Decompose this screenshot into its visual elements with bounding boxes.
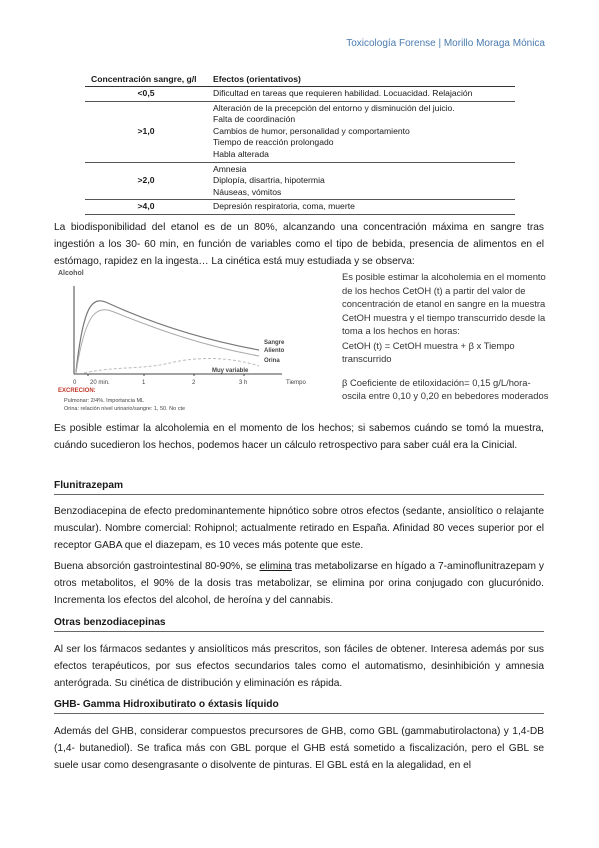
paragraph-flunitrazepam: Benzodiacepina de efecto predominantemente hipnótico sobre otros efectos (sedante, ansiolítico o relajante muscular). Nombre comercial: Rohipnol; actualmente retirado en España. Afinidad 80 veces superior por el receptor GABA que el diazepam, es 10 veces más potente que este. (54, 506, 544, 551)
legend-breath: Aliento (264, 348, 285, 354)
effects-cell (207, 200, 515, 215)
effects-cell (207, 87, 515, 102)
paragraph-retrospective: Es posible estimar la alcoholemia en el momento de los hechos; si sabemos cuándo se tomó la muestra, cuándo sucedieron los hechos, podemos hacer un cálculo retrospectivo para saber cuál era la Cinicial. (54, 423, 544, 451)
effect-line: Diplopía, disartria, hipotermia (213, 175, 325, 186)
x-tick-label: 1 (142, 380, 146, 386)
table-row (85, 200, 515, 215)
pulmonary-note: Pulmonar: 2/4%. Importancia ML (64, 398, 145, 404)
x-tick-label: 0 (73, 380, 77, 386)
concentration-level: >4,0 (85, 200, 207, 215)
estimation-formula: CetOH (t) = CetOH muestra + β x Tiempo transcurrido (342, 339, 515, 364)
effect-line: Cambios de humor, personalidad y comportamiento (213, 125, 410, 136)
breath-curve (76, 310, 259, 373)
legend-blood: Sangre (264, 340, 285, 346)
x-tick-label: 3 h (239, 380, 248, 386)
underlined-elimina: elimina (259, 561, 292, 572)
estimation-sidebar (342, 270, 554, 403)
paragraph-ghb: Además del GHB, considerar compuestos precursores de GHB, como GBL (gammabutirolactona) y 1,4-DB (1,4- butanediol). Se trafica más con GBL porque el GHB está sometido a fiscalización, pero el GBL se suele usar como desengrasante o disolvente de pinturas. El GBL está en la alegalidad, en el (54, 726, 544, 771)
effects-cell (207, 101, 515, 162)
concentration-level: <0,5 (85, 87, 207, 102)
x-tick-label: 20 min. (90, 380, 110, 386)
effect-line: Amnesia (213, 163, 247, 174)
x-axis-label: Tiempo (286, 380, 306, 386)
table-row (85, 101, 515, 162)
page-header: Toxicología Forense | Morillo Moraga Mónica (346, 38, 545, 49)
table-row (85, 162, 515, 200)
paragraph-benzodiacepinas: Al ser los fármacos sedantes y ansiolíticos más prescritos, son fáciles de obtener. Interesa además por sus efectos terapéuticos, por sus efectos secundarios tales como el automatismo, desinhibición y amnesia anterógrada. Su cinética de distribución y eliminación es rápida. (54, 644, 544, 689)
urine-note: Orina: relación nivel urinario/sangre: 1, 50. No cte (64, 406, 186, 412)
kinetics-curves (54, 278, 334, 393)
column-header-concentration: Concentración sangre, g/l (85, 72, 207, 87)
blood-curve (76, 301, 259, 372)
table-row (85, 87, 515, 102)
beta-coefficient: β Coeficiente de etiloxidación= 0,15 g/L/hora- oscila entre 0,10 y 0,20 en bebedores moderados (342, 376, 549, 401)
paragraph-absorption (54, 558, 544, 609)
effect-line: Habla alterada (213, 148, 269, 159)
table-header-row (85, 72, 515, 87)
effect-line: Alteración de la precepción del entorno y disminución del juicio. (213, 102, 455, 113)
effect-line: Depresión respiratoria, coma, muerte (213, 201, 355, 212)
section-title-flunitrazepam: Flunitrazepam (54, 480, 544, 495)
effect-line: Náuseas, vómitos (213, 186, 282, 197)
section-title-ghb: GHB- Gamma Hidroxibutirato o éxtasis líquido (54, 699, 544, 714)
concentration-effects-table (85, 72, 515, 215)
effects-cell (207, 162, 515, 200)
variability-annotation: Muy variable (212, 368, 249, 374)
section-title-benzodiacepinas: Otras benzodiacepinas (54, 617, 544, 632)
effect-line: Tiempo de reacción prolongado (213, 137, 334, 148)
concentration-level: >1,0 (85, 101, 207, 162)
column-header-effects: Efectos (orientativos) (207, 72, 515, 87)
effect-line: Dificultad en tareas que requieren habilidad. Locuacidad. Relajación (213, 88, 473, 98)
legend-urine: Orina (264, 358, 280, 364)
estimation-text: Es posible estimar la alcoholemia en el momento de los hechos CetOH (t) a partir del valor de concentración de etanol en sangre en la muestra CetOH muestra y el tiempo transcurrido desde la toma a los hechos en horas: (342, 271, 546, 336)
alcohol-kinetics-figure (54, 270, 334, 418)
figure-y-label: Alcohol (58, 270, 84, 277)
x-tick-label: 2 (192, 380, 196, 386)
absorption-text-start: Buena absorción gastrointestinal 80-90%, se (54, 561, 260, 572)
effect-line: Falta de coordinación (213, 114, 296, 125)
concentration-level: >2,0 (85, 162, 207, 200)
paragraph-bioavailability: La biodisponibilidad del etanol es de un 80%, alcanzando una concentración máxima en sangre tras ingestión a los 30- 60 min, en función de variables como el tipo de bebida, presencia de alimentos en el estómago, rapidez en la ingesta… La cinética está muy estudiada y se observa: (54, 222, 544, 267)
excretion-label: EXCRECION: (58, 388, 96, 394)
absorption-text-end: tras metabolizarse en hígado a 7-aminoflunitrazepam y otros metabolitos, el 90% de la dosis tras metabolizar, se elimina por orina conjugado con glucurónido. Incrementa los efectos del alcohol, de heroína y del cannabis. (54, 561, 544, 606)
